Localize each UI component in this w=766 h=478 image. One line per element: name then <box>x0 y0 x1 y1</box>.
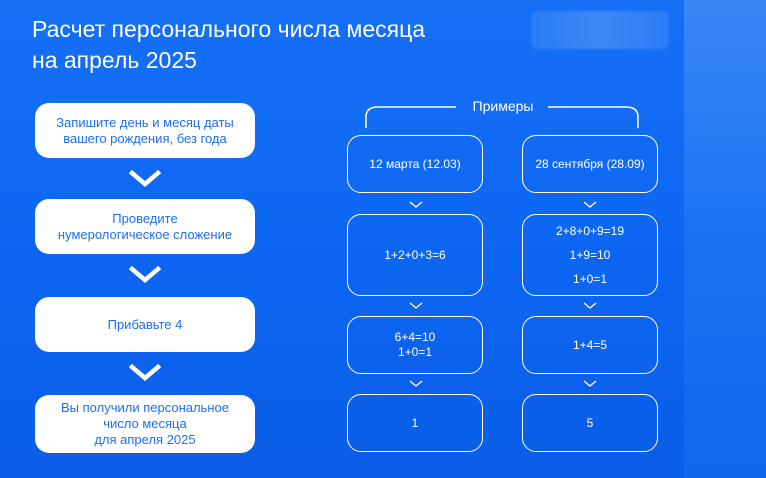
example-1-result-value: 1 <box>411 416 419 430</box>
blurred-logo <box>531 11 669 49</box>
right-edge-strip <box>684 0 766 478</box>
chevron-down-icon <box>409 201 423 209</box>
example-1-result <box>347 394 483 452</box>
chevron-down-icon <box>583 201 597 209</box>
chevron-down-icon <box>409 380 423 388</box>
example-2-result <box>522 394 658 452</box>
example-2-add4 <box>522 316 658 374</box>
examples-header: Примеры <box>472 98 534 114</box>
example-1-date <box>347 135 483 193</box>
example-1-add4-line: 6+4=10 <box>394 330 436 344</box>
example-2-sum <box>522 214 658 296</box>
example-2-sum-line: 1+9=10 <box>569 248 611 262</box>
step-4-result: Вы получили персональное число месяца для апреля 2025 <box>35 395 255 453</box>
bottom-edge-strip <box>0 466 684 478</box>
example-1-add4 <box>347 316 483 374</box>
example-2-add4-line: 1+4=5 <box>572 338 608 352</box>
example-1-add4-line: 1+0=1 <box>397 345 433 359</box>
chevron-down-icon <box>129 170 161 188</box>
example-1-date-text: 12 марта (12.03) <box>369 157 461 171</box>
chevron-down-icon <box>129 266 161 284</box>
example-2-date-text: 28 сентября (28.09) <box>535 157 645 171</box>
example-1-sum <box>347 214 483 296</box>
chevron-down-icon <box>409 302 423 310</box>
example-1-sum-line: 1+2+0+3=6 <box>384 248 446 262</box>
chevron-down-icon <box>129 364 161 382</box>
example-2-result-value: 5 <box>586 416 594 430</box>
page-title: Расчет персонального числа месяца на апрель 2025 <box>32 16 426 73</box>
step-2-numerology-sum: Проведите нумерологическое сложение <box>35 199 255 254</box>
chevron-down-icon <box>583 380 597 388</box>
step-1-write-date: Запишите день и месяц даты вашего рождения, без года <box>35 103 255 158</box>
chevron-down-icon <box>583 302 597 310</box>
example-2-sum-line: 2+8+0+9=19 <box>555 224 625 238</box>
example-2-sum-line: 1+0=1 <box>572 272 608 286</box>
step-3-add-four: Прибавьте 4 <box>35 297 255 352</box>
example-2-date <box>522 135 658 193</box>
